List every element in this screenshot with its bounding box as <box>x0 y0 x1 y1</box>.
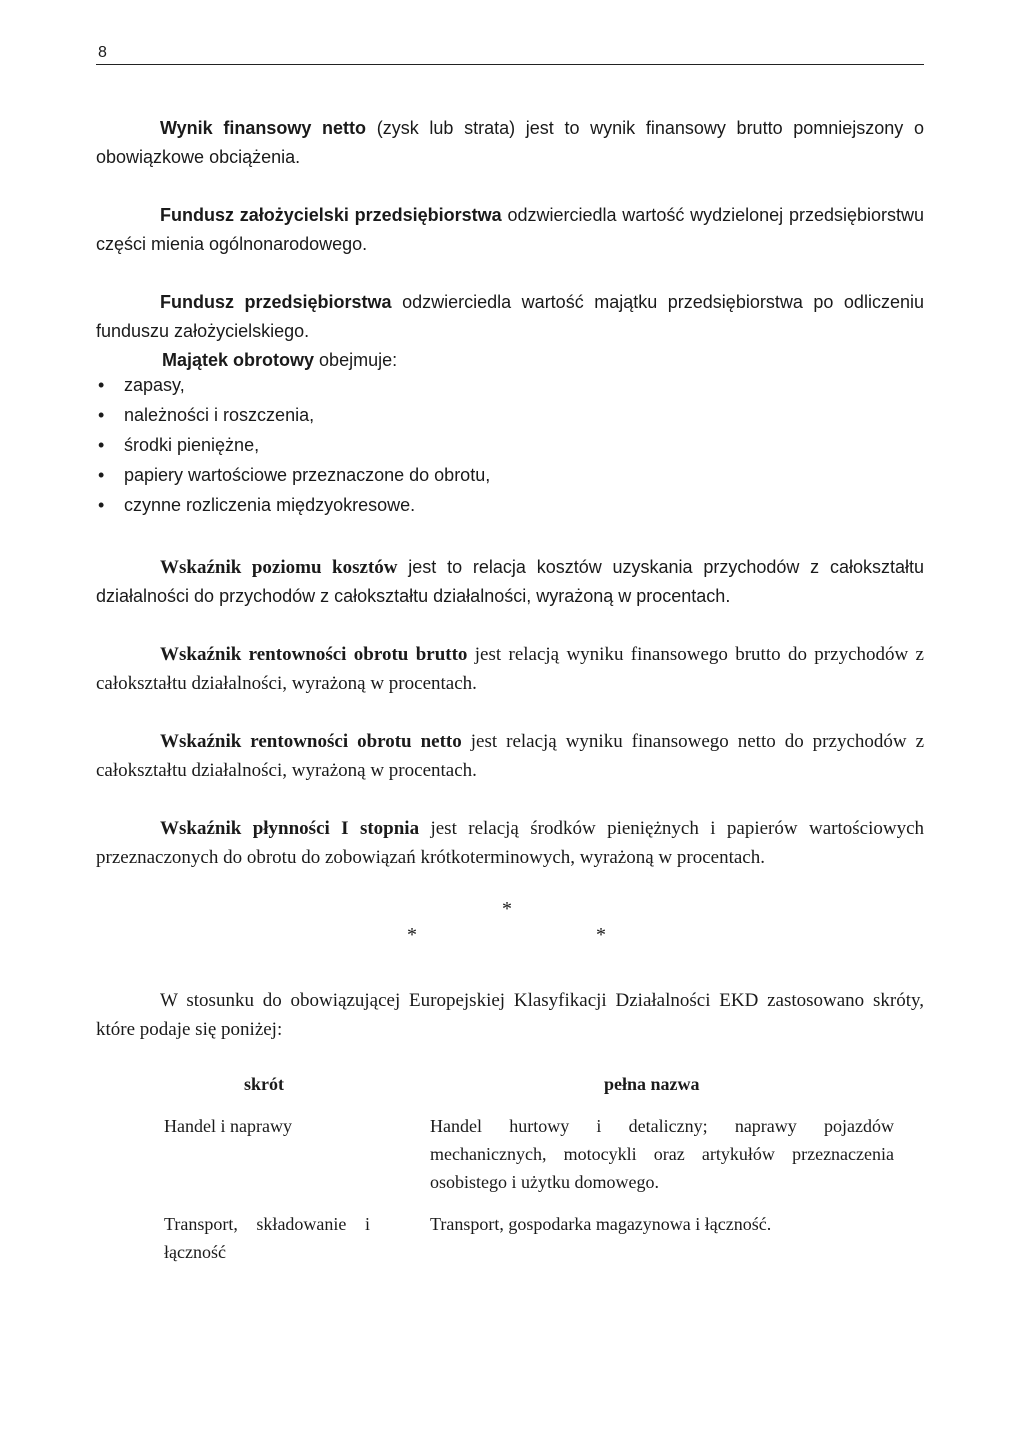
term: Majątek obrotowy <box>162 350 315 370</box>
table-cell-short: Transport, składowanie i łączność <box>164 1214 370 1262</box>
term: Wskaźnik rentowności obrotu brutto <box>160 644 468 665</box>
definition-text: obejmuje: <box>319 350 398 370</box>
term: Wskaźnik płynności I stopnia <box>160 818 420 839</box>
term: Wynik finansowy netto <box>160 118 367 138</box>
definition-wynik-finansowy-netto <box>96 114 924 172</box>
definition-text: odzwierciedla wartość wydzielonej przedsiębiorstwu części mienia ogólnonarodowego. <box>96 205 925 254</box>
term: Fundusz założycielski przedsiębiorstwa <box>160 205 502 225</box>
definition-text: jest relacją wyniku finansowego netto do przychodów z całokształtu działalności, wyrażoną w procentach. <box>96 731 925 781</box>
separator-star: * <box>502 898 512 920</box>
definition-fundusz-zalozycielski <box>96 201 924 259</box>
definition-rentownosc-netto <box>96 727 924 785</box>
page-number: 8 <box>98 44 107 61</box>
definition-text: jest relacją wyniku finansowego brutto do przychodów z całokształtu działalności, wyrażoną w procentach. <box>96 644 924 694</box>
abbreviations-intro: W stosunku do obowiązującej Europejskiej Klasyfikacji Działalności EKD zastosowano skróty, które podaje się poniżej: <box>96 990 924 1040</box>
header-rule <box>96 64 924 65</box>
definition-wskaznik-poziomu-kosztow <box>96 553 924 611</box>
separator-star: * <box>596 924 606 946</box>
definition-majatek-obrotowy <box>162 350 397 371</box>
definition-rentownosc-brutto <box>96 640 924 698</box>
definition-fundusz-przedsiebiorstwa <box>96 288 924 346</box>
list-item: • papiery wartościowe przeznaczone do obrotu, <box>98 465 491 485</box>
definition-text: odzwierciedla wartość majątku przedsiębiorstwa po odliczeniu funduszu założycielskiego. <box>96 292 924 341</box>
table-cell-full: Handel hurtowy i detaliczny; naprawy pojazdów mechanicznych, motocykli oraz artykułów przeznaczenia osobistego i użytku domowego. <box>430 1116 894 1192</box>
column-header-full: pełna nazwa <box>604 1074 700 1094</box>
list-item: • środki pieniężne, <box>98 435 260 455</box>
term: Wskaźnik rentowności obrotu netto <box>160 731 462 752</box>
table-cell-short: Handel i naprawy <box>164 1116 292 1136</box>
definition-text: jest relacją środków pieniężnych i papierów wartościowych przeznaczonych do obrotu do zobowiązań krótkoterminowych, wyrażoną w procentach. <box>96 818 925 868</box>
separator-star: * <box>407 924 417 946</box>
table-cell-full: Transport, gospodarka magazynowa i łączność. <box>430 1214 772 1234</box>
column-header-short: skrót <box>244 1074 284 1094</box>
term: Fundusz przedsiębiorstwa <box>160 292 392 312</box>
definition-text: jest to relacja kosztów uzyskania przychodów z całokształtu działalności do przychodów z całokształtu działalności, wyrażoną w procentach. <box>96 557 924 606</box>
list-item: • czynne rozliczenia międzyokresowe. <box>98 495 416 515</box>
assets-list <box>96 370 490 520</box>
term: Wskaźnik poziomu kosztów <box>160 557 398 578</box>
list-item: • należności i roszczenia, <box>98 405 315 425</box>
definition-text: (zysk lub strata) jest to wynik finansowy brutto pomniejszony o obowiązkowe obciążenia. <box>96 118 924 167</box>
list-item: • zapasy, <box>98 375 185 395</box>
definition-plynnosc <box>96 814 924 872</box>
